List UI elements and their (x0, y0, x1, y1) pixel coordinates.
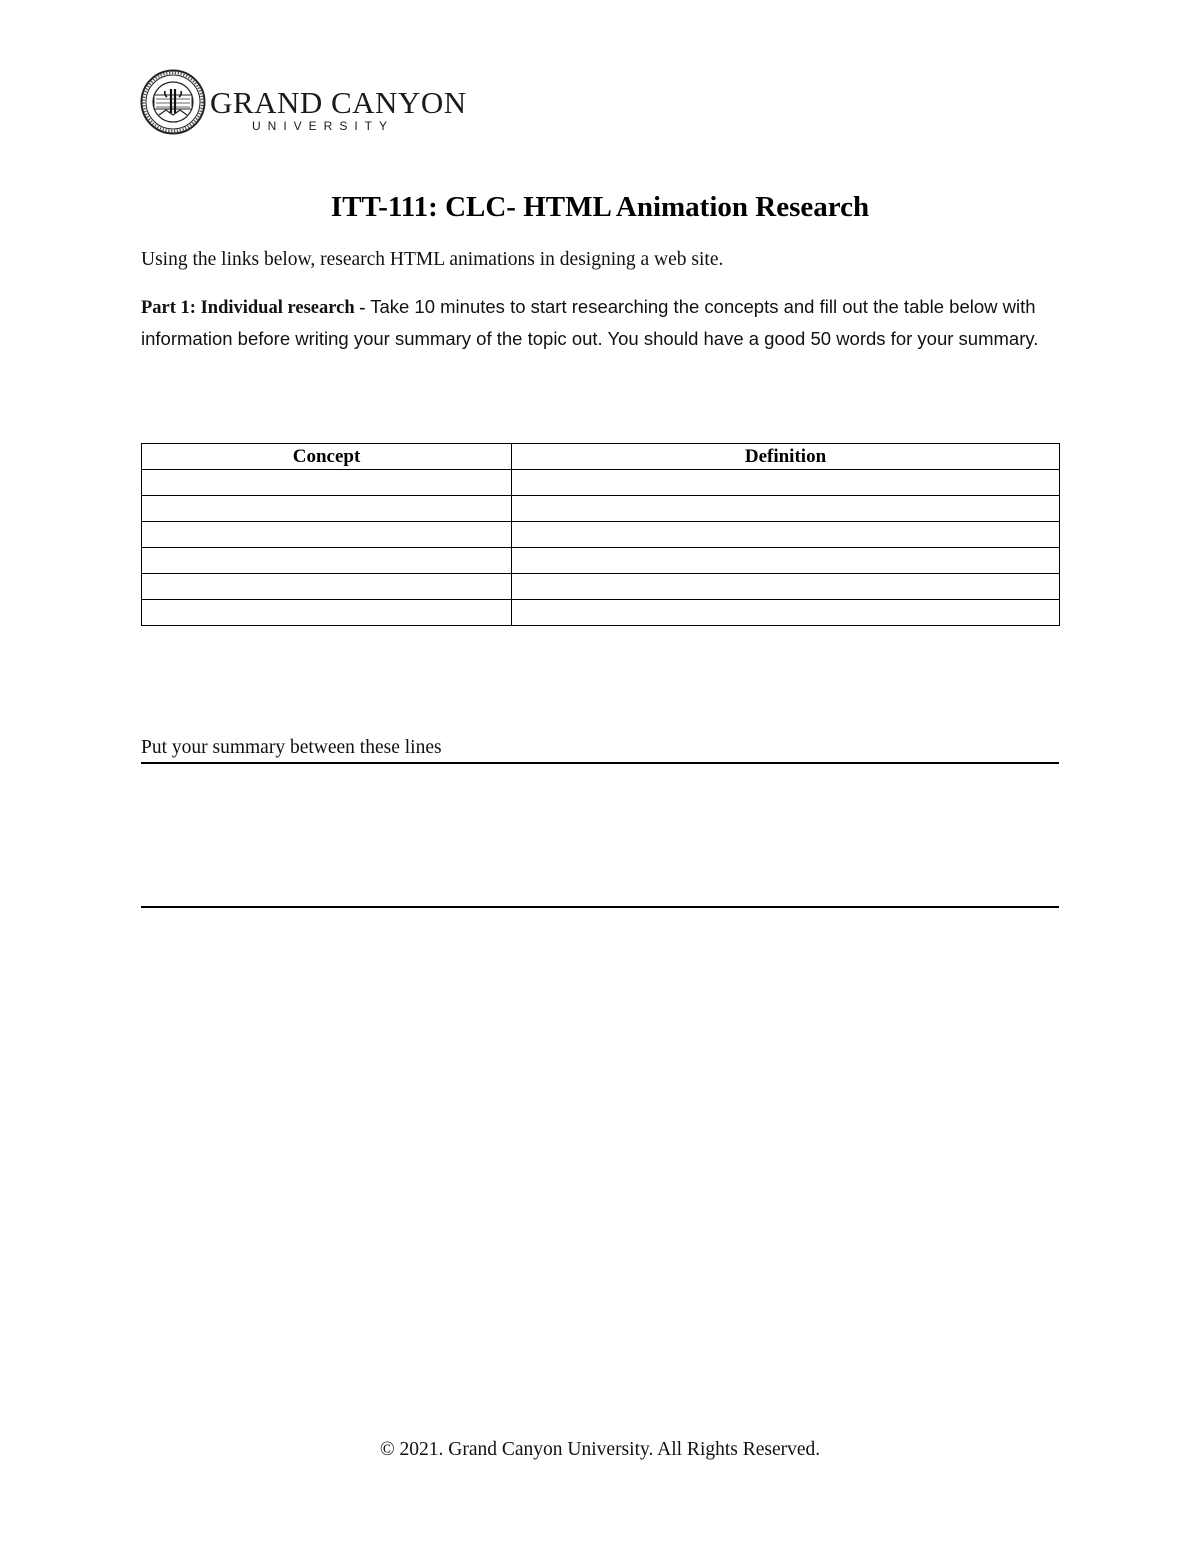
definition-cell[interactable] (512, 470, 1060, 496)
definition-cell[interactable] (512, 522, 1060, 548)
gcu-wordmark (210, 85, 467, 134)
table-row (142, 522, 1060, 548)
table-header-row (142, 444, 1060, 470)
column-header-definition: Definition (512, 444, 1060, 470)
definition-cell[interactable] (512, 574, 1060, 600)
concept-cell[interactable] (142, 548, 512, 574)
part1-instructions (141, 292, 1066, 353)
table-row (142, 496, 1060, 522)
table-row (142, 470, 1060, 496)
part1-body: Take 10 minutes to start researching the concepts and fill out the table below with information before writing your summary of the topic out. You should have a good 50 words for your summary. (141, 296, 1039, 349)
concept-cell[interactable] (142, 574, 512, 600)
document-title: ITT-111: CLC- HTML Animation Research (330, 191, 870, 223)
column-header-concept: Concept (142, 444, 512, 470)
gcu-logo (140, 69, 467, 139)
part1-lead: Part 1: Individual research - (141, 298, 366, 318)
copyright-footer: © 2021. Grand Canyon University. All Rights Reserved. (379, 1439, 821, 1460)
definition-cell[interactable] (512, 600, 1060, 626)
summary-top-line (141, 762, 1059, 764)
definition-cell[interactable] (512, 496, 1060, 522)
concept-definition-table (141, 443, 1060, 626)
summary-label: Put your summary between these lines (141, 737, 442, 758)
concept-cell[interactable] (142, 470, 512, 496)
table-row (142, 574, 1060, 600)
concept-cell[interactable] (142, 600, 512, 626)
university-seal-icon (140, 69, 206, 135)
intro-text: Using the links below, research HTML animations in designing a web site. (141, 249, 724, 270)
definition-cell[interactable] (512, 548, 1060, 574)
table-row (142, 600, 1060, 626)
summary-bottom-line (141, 906, 1059, 908)
table-row (142, 548, 1060, 574)
gcu-university: UNIVERSITY (252, 119, 395, 133)
gcu-name: GRAND CANYON (210, 85, 467, 120)
concept-cell[interactable] (142, 496, 512, 522)
concept-cell[interactable] (142, 522, 512, 548)
